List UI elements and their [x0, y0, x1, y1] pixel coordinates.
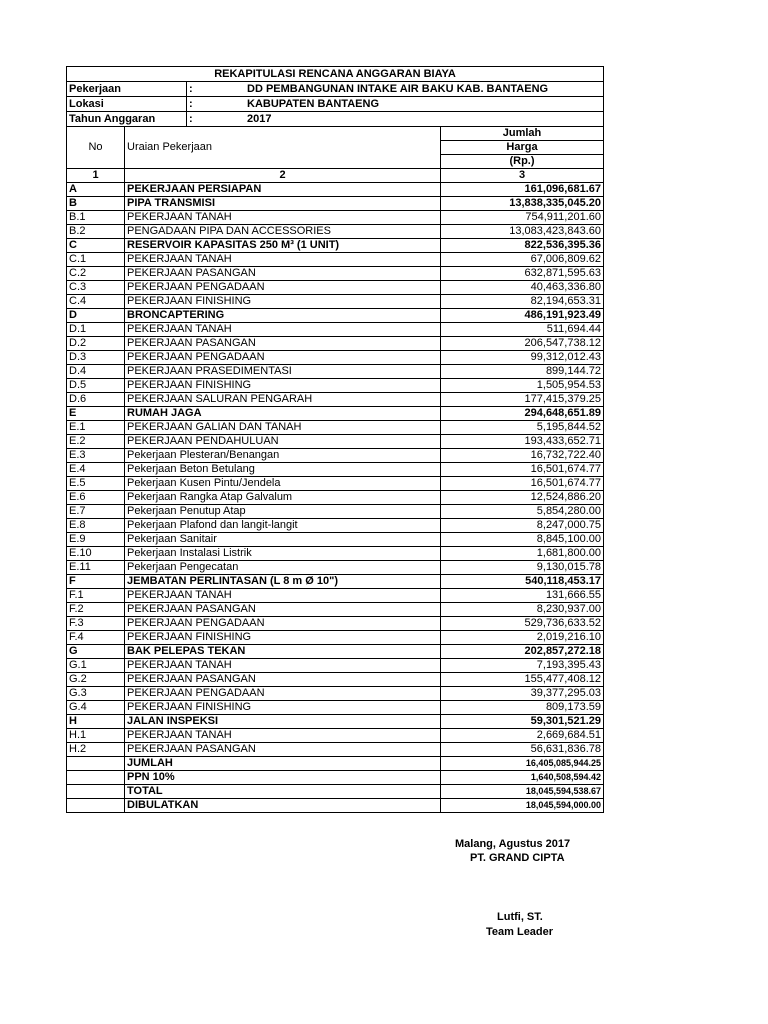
row-description: PIPA TRANSMISI [125, 197, 441, 211]
row-amount: 202,857,272.18 [441, 645, 604, 659]
totals-label: PPN 10% [125, 771, 441, 785]
table-row [67, 337, 604, 351]
row-description: PEKERJAAN PASANGAN [125, 267, 441, 281]
row-number: C.2 [67, 267, 125, 281]
column-header-desc: Uraian Pekerjaan [125, 127, 441, 169]
row-description: PEKERJAAN PENGADAAN [125, 617, 441, 631]
row-number: E [67, 407, 125, 421]
table-row [67, 407, 604, 421]
column-header-amount-2: Harga [441, 141, 604, 155]
row-description: JEMBATAN PERLINTASAN (L 8 m Ø 10") [125, 575, 441, 589]
table-row [67, 547, 604, 561]
totals-empty-cell [67, 785, 125, 799]
table-row [67, 253, 604, 267]
row-number: F.3 [67, 617, 125, 631]
row-description: PEKERJAAN FINISHING [125, 295, 441, 309]
row-amount: 16,501,674.77 [441, 463, 604, 477]
column-number-2: 2 [125, 169, 441, 183]
column-number-3: 3 [441, 169, 604, 183]
table-row [67, 211, 604, 225]
row-amount: 511,694.44 [441, 323, 604, 337]
signature-company: PT. GRAND CIPTA [470, 852, 565, 864]
table-row [67, 519, 604, 533]
totals-amount: 1,640,508,594.42 [441, 771, 604, 785]
row-number: E.8 [67, 519, 125, 533]
table-row [67, 281, 604, 295]
row-number: G.4 [67, 701, 125, 715]
table-row [67, 505, 604, 519]
row-number: D.6 [67, 393, 125, 407]
info-value: : 2017 [187, 112, 604, 127]
row-description: RUMAH JAGA [125, 407, 441, 421]
table-row [67, 701, 604, 715]
row-number: E.2 [67, 435, 125, 449]
row-amount: 529,736,633.52 [441, 617, 604, 631]
row-amount: 67,006,809.62 [441, 253, 604, 267]
row-description: PEKERJAAN PASANGAN [125, 337, 441, 351]
table-row [67, 561, 604, 575]
table-row [67, 435, 604, 449]
row-amount: 56,631,836.78 [441, 743, 604, 757]
row-description: Pekerjaan Plafond dan langit-langit [125, 519, 441, 533]
row-description: Pekerjaan Penutup Atap [125, 505, 441, 519]
row-description: PEKERJAAN FINISHING [125, 701, 441, 715]
document-title-row [67, 67, 604, 82]
row-number: F.1 [67, 589, 125, 603]
table-row [67, 183, 604, 197]
row-amount: 8,845,100.00 [441, 533, 604, 547]
signature-role: Team Leader [486, 926, 554, 938]
row-number: H.1 [67, 729, 125, 743]
info-label: Tahun Anggaran [67, 112, 187, 127]
row-number: G [67, 645, 125, 659]
row-description: BRONCAPTERING [125, 309, 441, 323]
row-description: Pekerjaan Beton Betulang [125, 463, 441, 477]
row-amount: 7,193,395.43 [441, 659, 604, 673]
row-number: B.1 [67, 211, 125, 225]
row-amount: 540,118,453.17 [441, 575, 604, 589]
row-amount: 899,144.72 [441, 365, 604, 379]
table-row [67, 421, 604, 435]
table-row [67, 659, 604, 673]
table-row [67, 631, 604, 645]
totals-row [67, 757, 604, 771]
row-number: D.2 [67, 337, 125, 351]
row-amount: 294,648,651.89 [441, 407, 604, 421]
row-amount: 13,838,335,045.20 [441, 197, 604, 211]
totals-row [67, 785, 604, 799]
row-description: PEKERJAAN PRASEDIMENTASI [125, 365, 441, 379]
row-number: G.3 [67, 687, 125, 701]
table-row [67, 743, 604, 757]
row-number: E.1 [67, 421, 125, 435]
row-number: E.6 [67, 491, 125, 505]
row-description: PEKERJAAN TANAH [125, 659, 441, 673]
table-row [67, 351, 604, 365]
row-number: B [67, 197, 125, 211]
row-description: Pekerjaan Instalasi Listrik [125, 547, 441, 561]
row-number: F.4 [67, 631, 125, 645]
row-amount: 16,732,722.40 [441, 449, 604, 463]
row-number: E.5 [67, 477, 125, 491]
table-row [67, 575, 604, 589]
info-row-tahun [67, 112, 604, 127]
row-amount: 486,191,923.49 [441, 309, 604, 323]
table-row [67, 589, 604, 603]
totals-amount: 18,045,594,538.67 [441, 785, 604, 799]
row-description: Pekerjaan Pengecatan [125, 561, 441, 575]
row-description: RESERVOIR KAPASITAS 250 M³ (1 UNIT) [125, 239, 441, 253]
table-row [67, 673, 604, 687]
table-row [67, 533, 604, 547]
row-description: PEKERJAAN FINISHING [125, 631, 441, 645]
row-number: D.4 [67, 365, 125, 379]
row-number: A [67, 183, 125, 197]
row-amount: 82,194,653.31 [441, 295, 604, 309]
row-amount: 12,524,886.20 [441, 491, 604, 505]
totals-label: JUMLAH [125, 757, 441, 771]
column-header-row [67, 127, 604, 141]
info-label: Pekerjaan [67, 82, 187, 97]
row-description: PEKERJAAN TANAH [125, 323, 441, 337]
row-description: PEKERJAAN PASANGAN [125, 603, 441, 617]
row-amount: 8,247,000.75 [441, 519, 604, 533]
totals-row [67, 771, 604, 785]
signature-place-date: Malang, Agustus 2017 [455, 838, 571, 850]
table-row [67, 729, 604, 743]
table-row [67, 365, 604, 379]
document-title: REKAPITULASI RENCANA ANGGARAN BIAYA [67, 67, 604, 82]
column-number-1: 1 [67, 169, 125, 183]
table-row [67, 309, 604, 323]
table-row [67, 603, 604, 617]
totals-label: DIBULATKAN [125, 799, 441, 813]
row-amount: 9,130,015.78 [441, 561, 604, 575]
table-row [67, 645, 604, 659]
table-row [67, 715, 604, 729]
table-row [67, 323, 604, 337]
row-number: F [67, 575, 125, 589]
row-amount: 39,377,295.03 [441, 687, 604, 701]
row-amount: 754,911,201.60 [441, 211, 604, 225]
row-number: G.2 [67, 673, 125, 687]
row-amount: 193,433,652.71 [441, 435, 604, 449]
row-number: E.7 [67, 505, 125, 519]
info-value: : DD PEMBANGUNAN INTAKE AIR BAKU KAB. BANTAENG [187, 82, 604, 97]
table-row [67, 491, 604, 505]
row-number: C.4 [67, 295, 125, 309]
row-description: PEKERJAAN TANAH [125, 729, 441, 743]
row-description: Pekerjaan Plesteran/Benangan [125, 449, 441, 463]
table-row [67, 379, 604, 393]
row-description: Pekerjaan Kusen Pintu/Jendela [125, 477, 441, 491]
row-amount: 131,666.55 [441, 589, 604, 603]
row-amount: 822,536,395.36 [441, 239, 604, 253]
table-row [67, 197, 604, 211]
row-description: PENGADAAN PIPA DAN ACCESSORIES [125, 225, 441, 239]
column-header-amount-1: Jumlah [441, 127, 604, 141]
row-number: E.4 [67, 463, 125, 477]
row-number: D.1 [67, 323, 125, 337]
totals-amount: 16,405,085,944.25 [441, 757, 604, 771]
table-row [67, 267, 604, 281]
row-amount: 1,681,800.00 [441, 547, 604, 561]
signature-name: Lutfi, ST. [497, 911, 543, 923]
row-amount: 2,669,684.51 [441, 729, 604, 743]
row-amount: 59,301,521.29 [441, 715, 604, 729]
row-amount: 155,477,408.12 [441, 673, 604, 687]
totals-empty-cell [67, 799, 125, 813]
row-description: PEKERJAAN PERSIAPAN [125, 183, 441, 197]
row-amount: 99,312,012.43 [441, 351, 604, 365]
row-number: H [67, 715, 125, 729]
row-description: BAK PELEPAS TEKAN [125, 645, 441, 659]
row-description: PEKERJAAN PENGADAAN [125, 281, 441, 295]
row-number: E.10 [67, 547, 125, 561]
row-amount: 177,415,379.25 [441, 393, 604, 407]
row-description: PEKERJAAN PENDAHULUAN [125, 435, 441, 449]
totals-empty-cell [67, 757, 125, 771]
table-row [67, 295, 604, 309]
info-row-pekerjaan [67, 82, 604, 97]
row-amount: 8,230,937.00 [441, 603, 604, 617]
row-amount: 5,195,844.52 [441, 421, 604, 435]
row-description: JALAN INSPEKSI [125, 715, 441, 729]
info-value: : KABUPATEN BANTAENG [187, 97, 604, 112]
budget-recap-sheet [66, 66, 603, 813]
row-description: Pekerjaan Sanitair [125, 533, 441, 547]
totals-amount: 18,045,594,000.00 [441, 799, 604, 813]
table-row [67, 393, 604, 407]
row-amount: 2,019,216.10 [441, 631, 604, 645]
row-description: Pekerjaan Rangka Atap Galvalum [125, 491, 441, 505]
row-amount: 161,096,681.67 [441, 183, 604, 197]
column-number-row [67, 169, 604, 183]
row-number: H.2 [67, 743, 125, 757]
row-amount: 206,547,738.12 [441, 337, 604, 351]
row-amount: 632,871,595.63 [441, 267, 604, 281]
table-row [67, 617, 604, 631]
row-description: PEKERJAAN SALURAN PENGARAH [125, 393, 441, 407]
info-label: Lokasi [67, 97, 187, 112]
row-amount: 40,463,336.80 [441, 281, 604, 295]
totals-row [67, 799, 604, 813]
info-row-lokasi [67, 97, 604, 112]
row-number: E.3 [67, 449, 125, 463]
row-amount: 16,501,674.77 [441, 477, 604, 491]
row-description: PEKERJAAN PENGADAAN [125, 687, 441, 701]
row-number: D [67, 309, 125, 323]
row-number: F.2 [67, 603, 125, 617]
column-header-amount-3: (Rp.) [441, 155, 604, 169]
row-number: G.1 [67, 659, 125, 673]
row-amount: 809,173.59 [441, 701, 604, 715]
row-description: PEKERJAAN GALIAN DAN TANAH [125, 421, 441, 435]
totals-empty-cell [67, 771, 125, 785]
budget-table [66, 66, 604, 813]
table-row [67, 687, 604, 701]
table-row [67, 239, 604, 253]
row-description: PEKERJAAN TANAH [125, 211, 441, 225]
table-row [67, 477, 604, 491]
row-number: D.5 [67, 379, 125, 393]
row-number: E.11 [67, 561, 125, 575]
table-row [67, 225, 604, 239]
row-description: PEKERJAAN PENGADAAN [125, 351, 441, 365]
row-number: B.2 [67, 225, 125, 239]
table-row [67, 463, 604, 477]
row-description: PEKERJAAN TANAH [125, 589, 441, 603]
row-description: PEKERJAAN TANAH [125, 253, 441, 267]
column-header-no: No [67, 127, 125, 169]
row-amount: 1,505,954.53 [441, 379, 604, 393]
table-row [67, 449, 604, 463]
totals-label: TOTAL [125, 785, 441, 799]
row-number: C [67, 239, 125, 253]
row-description: PEKERJAAN FINISHING [125, 379, 441, 393]
row-amount: 13,083,423,843.60 [441, 225, 604, 239]
row-number: E.9 [67, 533, 125, 547]
row-description: PEKERJAAN PASANGAN [125, 743, 441, 757]
row-number: D.3 [67, 351, 125, 365]
row-description: PEKERJAAN PASANGAN [125, 673, 441, 687]
row-amount: 5,854,280.00 [441, 505, 604, 519]
row-number: C.1 [67, 253, 125, 267]
row-number: C.3 [67, 281, 125, 295]
